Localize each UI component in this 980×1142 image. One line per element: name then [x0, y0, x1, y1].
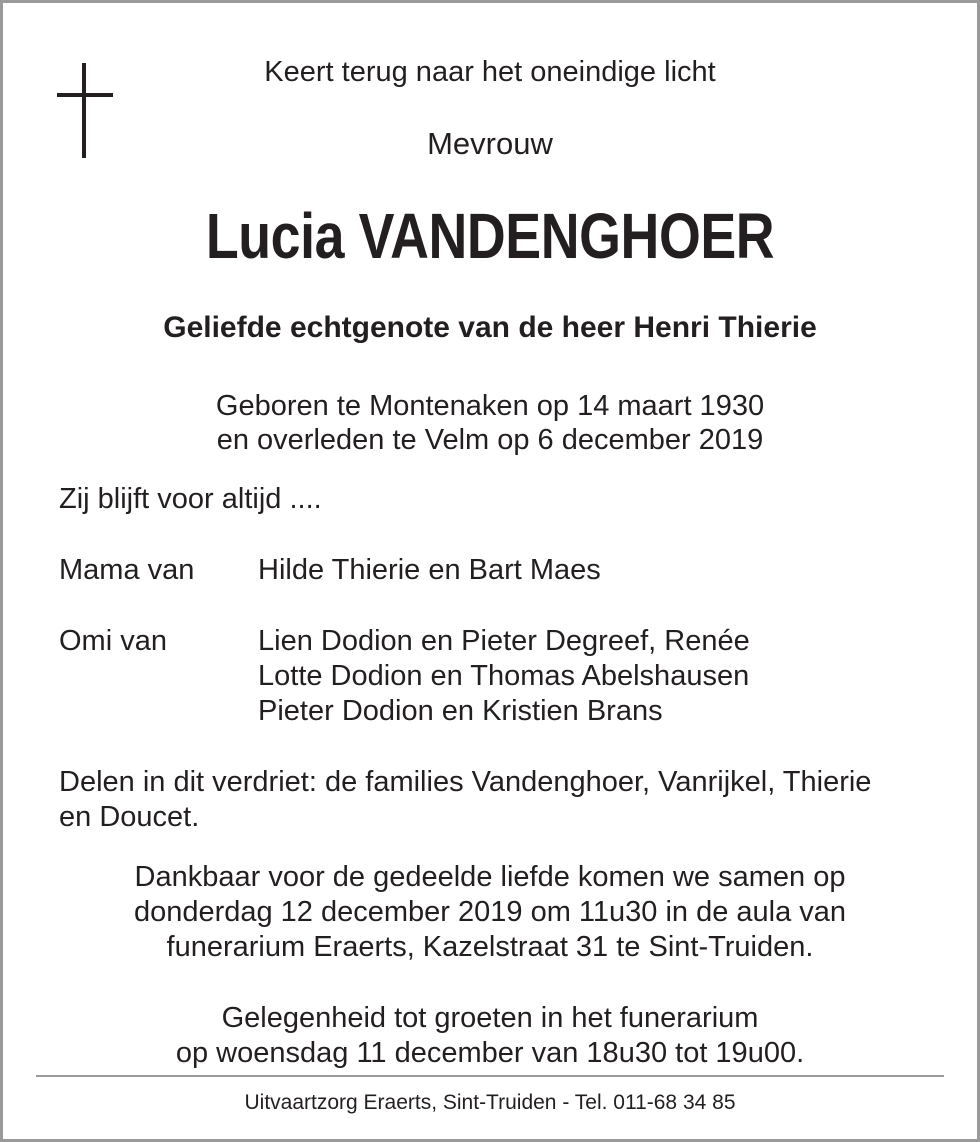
cross-icon-horizontal: [57, 93, 113, 97]
spouse-line: Geliefde echtgenote van de heer Henri Thierie: [163, 311, 817, 344]
footer-divider: [36, 1075, 944, 1077]
birth-line: Geboren te Montenaken op 14 maart 1930: [215, 390, 765, 422]
grandchild-line: Pieter Dodion en Kristien Brans: [258, 695, 663, 727]
mama-names: Hilde Thierie en Bart Maes: [258, 554, 601, 586]
ceremony-line: Dankbaar voor de gedeelde liefde komen we samen op: [134, 861, 846, 893]
mama-label: Mama van: [59, 554, 195, 586]
deceased-name: Lucia VANDENGHOER: [205, 200, 775, 272]
omi-label: Omi van: [59, 625, 167, 657]
intro-text: Keert terug naar het oneindige licht: [264, 56, 716, 88]
visitation-line: Gelegenheid tot groeten in het funerarium: [221, 1002, 759, 1034]
ceremony-line: donderdag 12 december 2019 om 11u30 in de aula van: [133, 896, 847, 928]
visitation-line: op woensdag 11 december van 18u30 tot 19u00.: [175, 1037, 805, 1069]
salutation: Mevrouw: [427, 126, 553, 161]
ceremony-line: funerarium Eraerts, Kazelstraat 31 te Sint-Truiden.: [166, 931, 814, 963]
sharing-line: en Doucet.: [59, 801, 200, 833]
sharing-line: Delen in dit verdriet: de families Vandenghoer, Vanrijkel, Thierie: [59, 766, 872, 798]
grandchild-line: Lien Dodion en Pieter Degreef, Renée: [258, 625, 750, 657]
remembrance-line: Zij blijft voor altijd ....: [59, 483, 322, 515]
grandchild-line: Lotte Dodion en Thomas Abelshausen: [258, 660, 750, 692]
footer-contact: Uitvaartzorg Eraerts, Sint-Truiden - Tel. 011-68 34 85: [244, 1091, 736, 1114]
death-line: en overleden te Velm op 6 december 2019: [216, 424, 764, 456]
